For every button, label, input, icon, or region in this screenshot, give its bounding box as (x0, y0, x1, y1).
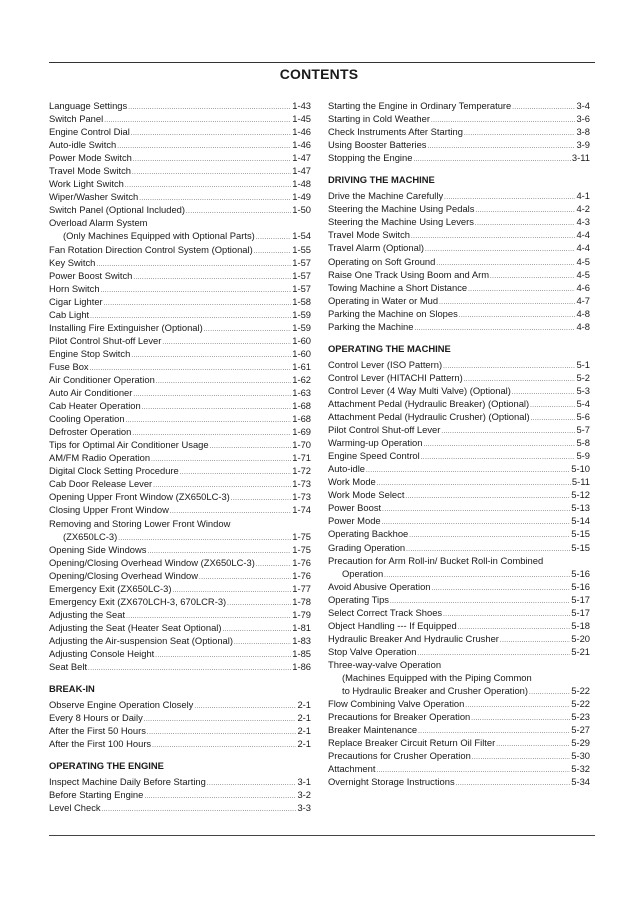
toc-page-number: 5-23 (571, 711, 590, 723)
bottom-rule (49, 835, 595, 836)
dot-leader (88, 663, 291, 676)
dot-leader (490, 271, 575, 284)
toc-entry-label: Operating in Water or Mud (328, 294, 439, 306)
dot-leader (472, 752, 570, 765)
toc-page-number: 5-7 (576, 424, 590, 436)
toc-entry-label: Check Instruments After Starting (328, 126, 463, 138)
toc-entry-label: Every 8 Hours or Daily (49, 712, 143, 724)
toc-page-number: 1-59 (292, 308, 311, 320)
toc-entry-label: (Only Machines Equipped with Optional Parts) (63, 230, 255, 242)
dot-leader (414, 323, 575, 336)
dot-leader (132, 167, 291, 180)
toc-entry-label: Before Starting Engine (49, 789, 144, 801)
toc-entry-label: Digital Clock Setting Procedure (49, 465, 179, 477)
toc-page-number: 3-4 (576, 100, 590, 111)
page-title: CONTENTS (279, 66, 359, 82)
toc-page-number: 1-47 (292, 165, 311, 177)
toc-entry-label: Level Check (49, 802, 101, 814)
toc-page-number: 1-86 (292, 661, 311, 673)
toc-page-number: 1-69 (292, 426, 311, 438)
dot-leader (131, 128, 291, 141)
toc-entry-label: Towing Machine a Short Distance (328, 281, 468, 293)
dot-leader (128, 102, 291, 115)
toc-entry[interactable] (49, 229, 311, 242)
toc-entry-label: Switch Panel (49, 113, 104, 125)
toc-entry-label: Control Lever (4 Way Multi Valve) (Optional) (328, 384, 511, 396)
toc-entry-label: Travel Alarm (Optional) (328, 242, 425, 254)
dot-leader (529, 687, 570, 700)
toc-page-number: 1-78 (292, 595, 311, 607)
toc-page-number: 4-8 (576, 307, 590, 319)
toc-page-number: 4-7 (576, 294, 590, 306)
toc-left-column (49, 99, 311, 814)
dot-leader (104, 298, 292, 311)
toc-entry-label: Parking the Machine (328, 320, 414, 332)
toc-page-number: 1-61 (292, 360, 311, 372)
dot-leader (231, 493, 291, 506)
dot-leader (133, 389, 291, 402)
toc-entry-label: Closing Upper Front Window (49, 504, 169, 516)
dot-leader (125, 180, 291, 193)
toc-page-number: 1-57 (292, 256, 311, 268)
dot-leader (256, 559, 291, 572)
toc-page-number: 1-73 (292, 478, 311, 490)
toc-entry-label: Opening Side Windows (49, 543, 147, 555)
dot-leader (382, 517, 571, 530)
toc-entry-label: Adjusting the Seat (Heater Seat Optional) (49, 621, 222, 633)
dot-leader (131, 350, 291, 363)
dot-leader (101, 285, 292, 298)
dot-leader (512, 102, 575, 115)
toc-page-number: 5-22 (571, 698, 590, 710)
toc-entry[interactable] (328, 358, 590, 371)
toc-page-number: 1-59 (292, 321, 311, 333)
toc-entry-label: Raise One Track Using Boom and Arm (328, 268, 490, 280)
toc-entry-label: Power Mode (328, 515, 381, 527)
toc-entry-label: Stopping the Engine (328, 152, 413, 164)
toc-entry-label: Avoid Abusive Operation (328, 580, 431, 592)
toc-page-number: 1-77 (292, 582, 311, 594)
toc-page-number: 3-3 (297, 802, 311, 814)
toc-page-number: 4-4 (576, 242, 590, 254)
toc-page-number: 1-76 (292, 556, 311, 568)
dot-leader (207, 778, 297, 791)
dot-leader (102, 804, 297, 817)
toc-page-number: 4-5 (576, 255, 590, 267)
dot-leader (186, 206, 291, 219)
dot-leader (459, 310, 576, 323)
toc-entry-label: Power Boost (328, 502, 382, 514)
toc-entry-label: Work Mode (328, 476, 376, 488)
toc-right-column (328, 99, 590, 788)
toc-page-number: 1-49 (292, 191, 311, 203)
dot-leader (443, 609, 570, 622)
dot-leader (427, 141, 575, 154)
toc-entry-label: Pilot Control Shut-off Lever (328, 424, 441, 436)
toc-entry-label: Installing Fire Extinguisher (Optional) (49, 321, 203, 333)
toc-entry-label: Tips for Optimal Air Conditioner Usage (49, 439, 209, 451)
toc-entry[interactable] (328, 189, 590, 202)
dot-leader (117, 141, 291, 154)
toc-entry-label: Fuse Box (49, 360, 89, 372)
dot-leader (254, 246, 292, 259)
toc-page-number: 5-22 (571, 685, 590, 697)
toc-page-number: 2-1 (297, 738, 311, 750)
toc-page-number: 5-32 (571, 763, 590, 775)
toc-page-number: 4-6 (576, 281, 590, 293)
toc-entry-label: Starting the Engine in Ordinary Temperature (328, 100, 512, 111)
toc-entry-label: Operation (342, 567, 384, 579)
toc-entry[interactable] (328, 99, 590, 112)
toc-page-number: 3-6 (576, 113, 590, 125)
toc-page-number: 1-63 (292, 387, 311, 399)
toc-entry-label: Air Conditioner Operation (49, 373, 155, 385)
toc-page-number: 5-12 (571, 489, 590, 501)
section-heading: OPERATING THE MACHINE (328, 342, 451, 354)
toc-entry-text: Overload Alarm System (49, 217, 148, 229)
toc-entry-label: Parking the Machine on Slopes (328, 307, 458, 319)
toc-entry-label: AM/FM Radio Operation (49, 452, 151, 464)
dot-leader (441, 426, 575, 439)
dot-leader (162, 337, 291, 350)
toc-entry-label: Cab Door Release Lever (49, 478, 153, 490)
toc-page-number: 5-11 (571, 476, 590, 488)
toc-entry-label: Cooling Operation (49, 413, 125, 425)
toc-entry-label: Operating Backhoe (328, 528, 409, 540)
toc-entry-label: Grading Operation (328, 541, 406, 553)
toc-page-number: 5-30 (571, 750, 590, 762)
dot-leader (155, 650, 291, 663)
toc-page-number: 1-60 (292, 334, 311, 346)
toc-entry-label: Key Switch (49, 256, 96, 268)
toc-page-number: 1-58 (292, 295, 311, 307)
toc-entry-label: Horn Switch (49, 282, 100, 294)
toc-entry-label: Emergency Exit (ZX670LCH-3, 670LCR-3) (49, 595, 227, 607)
toc-entry-label: Attachment (328, 763, 376, 775)
dot-leader (147, 727, 297, 740)
toc-entry-text: Precaution for Arm Roll-in/ Bucket Roll-in Combined (328, 554, 544, 566)
toc-entry-label: (ZX650LC-3) (63, 530, 118, 542)
section-heading: BREAK-IN (49, 683, 95, 695)
toc-entry-label: Adjusting the Air-suspension Seat (Optional) (49, 634, 233, 646)
toc-page-number: 1-71 (292, 452, 311, 464)
toc-page-number: 4-8 (576, 320, 590, 332)
toc-entry-label: Select Correct Track Shoes (328, 606, 443, 618)
dot-leader (366, 465, 570, 478)
dot-leader (256, 232, 291, 245)
dot-leader (405, 491, 570, 504)
toc-entry-label: Seat Belt (49, 661, 88, 673)
toc-page-number: 5-2 (576, 371, 590, 383)
toc-page-number: 1-48 (292, 178, 311, 190)
toc-entry-label: Operating Tips (328, 593, 389, 605)
toc-page-number: 3-2 (297, 789, 311, 801)
dot-leader (464, 128, 575, 141)
toc-entry-label: Breaker Maintenance (328, 724, 418, 736)
dot-leader (377, 478, 571, 491)
toc-page-number: 1-60 (292, 347, 311, 359)
toc-page-number: 5-13 (571, 502, 590, 514)
dot-leader (234, 637, 291, 650)
toc-page-number: 2-1 (297, 699, 311, 711)
toc-entry-label: After the First 100 Hours (49, 738, 152, 750)
dot-leader (409, 530, 570, 543)
dot-leader (133, 272, 291, 285)
toc-page-number: 5-16 (571, 580, 590, 592)
toc-entry-text: Removing and Storing Lower Front Window (49, 517, 231, 529)
dot-leader (180, 467, 291, 480)
toc-entry-label: Warming-up Operation (328, 437, 423, 449)
toc-entry-label: Control Lever (ISO Pattern) (328, 358, 443, 370)
toc-entry-label: Auto-idle (328, 463, 366, 475)
dot-leader (152, 740, 296, 753)
toc-entry-label: Opening/Closing Overhead Window (ZX650LC-3) (49, 556, 255, 568)
dot-leader (421, 452, 576, 465)
dot-leader (432, 583, 571, 596)
toc-entry-label: Emergency Exit (ZX650LC-3) (49, 582, 172, 594)
toc-entry-label: Drive the Machine Carefully (328, 190, 444, 202)
toc-entry-label: Precautions for Crusher Operation (328, 750, 471, 762)
dot-leader (411, 231, 575, 244)
toc-page-number: 5-27 (571, 724, 590, 736)
toc-entry-label: Work Mode Select (328, 489, 405, 501)
toc-page-number: 1-75 (292, 543, 311, 555)
toc-entry-label: Travel Mode Switch (328, 229, 410, 241)
toc-page-number: 1-85 (292, 647, 311, 659)
dot-leader (530, 400, 575, 413)
dot-leader (500, 635, 570, 648)
toc-entry-label: Hydraulic Breaker And Hydraulic Crusher (328, 632, 499, 644)
toc-page-number: 4-5 (576, 268, 590, 280)
toc-entry-label: Switch Panel (Optional Included) (49, 204, 186, 216)
dot-leader (199, 572, 291, 585)
toc-page-number: 1-83 (292, 634, 311, 646)
toc-entry-label: Observe Engine Operation Closely (49, 699, 194, 711)
toc-entry-label: Steering the Machine Using Pedals (328, 203, 475, 215)
toc-page-number: 1-72 (292, 465, 311, 477)
toc-page-number: 5-14 (571, 515, 590, 527)
toc-entry-label: Auto-idle Switch (49, 139, 117, 151)
toc-entry-label: Language Settings (49, 100, 128, 111)
toc-page-number: 5-29 (571, 737, 590, 749)
dot-leader (475, 218, 576, 231)
toc-entry-label: Wiper/Washer Switch (49, 191, 139, 203)
toc-entry-label: Opening Upper Front Window (ZX650LC-3) (49, 491, 230, 503)
toc-entry[interactable] (328, 684, 590, 697)
toc-entry-label: Auto Air Conditioner (49, 387, 133, 399)
toc-entry[interactable] (49, 775, 311, 788)
dot-leader (468, 284, 575, 297)
toc-page-number: 5-15 (571, 528, 590, 540)
toc-page-number: 5-10 (571, 463, 590, 475)
toc-page-number: 1-50 (292, 204, 311, 216)
toc-entry-label: Operating on Soft Ground (328, 255, 436, 267)
toc-entry-label: Pilot Control Shut-off Lever (49, 334, 162, 346)
toc-page-number: 5-1 (576, 358, 590, 370)
toc-page-number: 2-1 (297, 725, 311, 737)
dot-leader (456, 778, 571, 791)
toc-page-number: 1-70 (292, 439, 311, 451)
toc-page-number: 3-8 (576, 126, 590, 138)
toc-entry-label: Power Boost Switch (49, 269, 133, 281)
toc-page-number: 5-15 (571, 541, 590, 553)
toc-page-number: 3-9 (576, 139, 590, 151)
toc-entry-label: Defroster Operation (49, 426, 132, 438)
toc-page-number: 1-46 (292, 126, 311, 138)
toc-entry-label: Replace Breaker Circuit Return Oil Filter (328, 737, 496, 749)
toc-entry-label: Cigar Lighter (49, 295, 103, 307)
toc-page-number: 1-57 (292, 269, 311, 281)
toc-page-number: 5-16 (571, 567, 590, 579)
dot-leader (423, 439, 575, 452)
toc-entry-label: After the First 50 Hours (49, 725, 146, 737)
toc-entry-label: Starting in Cold Weather (328, 113, 430, 125)
toc-page-number: 5-9 (576, 450, 590, 462)
toc-entry-label: Work Light Switch (49, 178, 124, 190)
toc-entry-label: Adjusting the Seat (49, 608, 126, 620)
toc-page-number: 2-1 (297, 712, 311, 724)
toc-page-number: 1-43 (292, 100, 311, 111)
dot-leader (144, 714, 297, 727)
toc-entry[interactable] (49, 99, 311, 112)
dot-leader (104, 115, 291, 128)
toc-entry-label: Cab Heater Operation (49, 400, 141, 412)
toc-page-number: 5-34 (571, 776, 590, 788)
toc-entry-label: Using Booster Batteries (328, 139, 427, 151)
toc-page-number: 5-18 (571, 619, 590, 631)
toc-entry-text: Three-way-valve Operation (328, 658, 442, 670)
toc-entry-label: Engine Control Dial (49, 126, 130, 138)
toc-page-number: 4-3 (576, 216, 590, 228)
toc-entry-label: Attachment Pedal (Hydraulic Crusher) (Optional) (328, 411, 530, 423)
toc-entry-label: Steering the Machine Using Levers (328, 216, 474, 228)
dot-leader (382, 504, 570, 517)
toc-page-number: 1-73 (292, 491, 311, 503)
top-rule (49, 62, 595, 63)
toc-page-number: 5-17 (571, 593, 590, 605)
section-heading: OPERATING THE ENGINE (49, 760, 164, 772)
dot-leader (156, 376, 291, 389)
toc-page-number: 1-81 (292, 621, 311, 633)
toc-entry-label: Precautions for Breaker Operation (328, 711, 471, 723)
toc-page-number: 5-4 (576, 397, 590, 409)
dot-leader (142, 402, 292, 415)
dot-leader (443, 361, 575, 374)
toc-entry-text: (Machines Equipped with the Piping Common (342, 671, 532, 683)
dot-leader (133, 154, 291, 167)
dot-leader (496, 739, 570, 752)
toc-entry-label: Object Handling --- If Equipped (328, 619, 457, 631)
dot-leader (210, 441, 292, 454)
toc-page-number: 5-17 (571, 606, 590, 618)
toc-page-number: 1-68 (292, 413, 311, 425)
toc-page-number: 1-74 (292, 504, 311, 516)
dot-leader (471, 713, 570, 726)
toc-page-number: 1-57 (292, 282, 311, 294)
toc-entry-label: Cab Light (49, 308, 90, 320)
toc-entry[interactable] (49, 530, 311, 543)
toc-entry-label: Attachment Pedal (Hydraulic Breaker) (Optional) (328, 397, 530, 409)
toc-entry-label: Engine Speed Control (328, 450, 420, 462)
dot-leader (439, 297, 575, 310)
section-heading: DRIVING THE MACHINE (328, 174, 435, 186)
toc-entry-label: Opening/Closing Overhead Window (49, 569, 199, 581)
toc-page-number: 1-79 (292, 608, 311, 620)
toc-page-number: 1-62 (292, 373, 311, 385)
dot-leader (465, 700, 570, 713)
dot-leader (144, 791, 296, 804)
toc-page-number: 3-11 (571, 152, 590, 164)
toc-entry[interactable] (328, 567, 590, 580)
toc-page-number: 4-1 (576, 190, 590, 202)
toc-entry-label: Power Mode Switch (49, 152, 132, 164)
toc-page-number: 1-54 (292, 230, 311, 242)
toc-page-number: 3-1 (297, 776, 311, 788)
dot-leader (204, 324, 292, 337)
dot-leader (227, 598, 291, 611)
toc-entry-label: Flow Combining Valve Operation (328, 698, 465, 710)
dot-leader (475, 205, 575, 218)
toc-entry-label: Engine Stop Switch (49, 347, 131, 359)
dot-leader (126, 415, 292, 428)
toc-page-number: 4-2 (576, 203, 590, 215)
dot-leader (413, 154, 570, 167)
toc-page-number: 5-6 (576, 411, 590, 423)
dot-leader (425, 244, 575, 257)
toc-page-number: 1-76 (292, 569, 311, 581)
toc-page-number: 5-8 (576, 437, 590, 449)
toc-page-number: 5-21 (571, 645, 590, 657)
toc-page-number: 1-75 (292, 530, 311, 542)
toc-page-number: 4-4 (576, 229, 590, 241)
toc-entry-label: Overnight Storage Instructions (328, 776, 455, 788)
toc-entry-label: Inspect Machine Daily Before Starting (49, 776, 206, 788)
toc-page-number: 1-46 (292, 139, 311, 151)
toc-page-number: 5-3 (576, 384, 590, 396)
toc-entry-label: Stop Valve Operation (328, 645, 417, 657)
toc-entry[interactable] (49, 698, 311, 711)
dot-leader (194, 701, 296, 714)
toc-page-number: 1-47 (292, 152, 311, 164)
toc-entry-label: Fan Rotation Direction Control System (Optional) (49, 243, 253, 255)
toc-page-number: 1-45 (292, 113, 311, 125)
toc-entry-label: to Hydraulic Breaker and Crusher Operation) (342, 685, 529, 697)
toc-entry-label: Travel Mode Switch (49, 165, 131, 177)
toc-page-number: 1-68 (292, 400, 311, 412)
dot-leader (531, 413, 576, 426)
toc-page-number: 1-55 (292, 243, 311, 255)
toc-entry-label: Control Lever (HITACHI Pattern) (328, 371, 463, 383)
toc-page-number: 5-20 (571, 632, 590, 644)
toc-entry-label: Adjusting Console Height (49, 647, 155, 659)
